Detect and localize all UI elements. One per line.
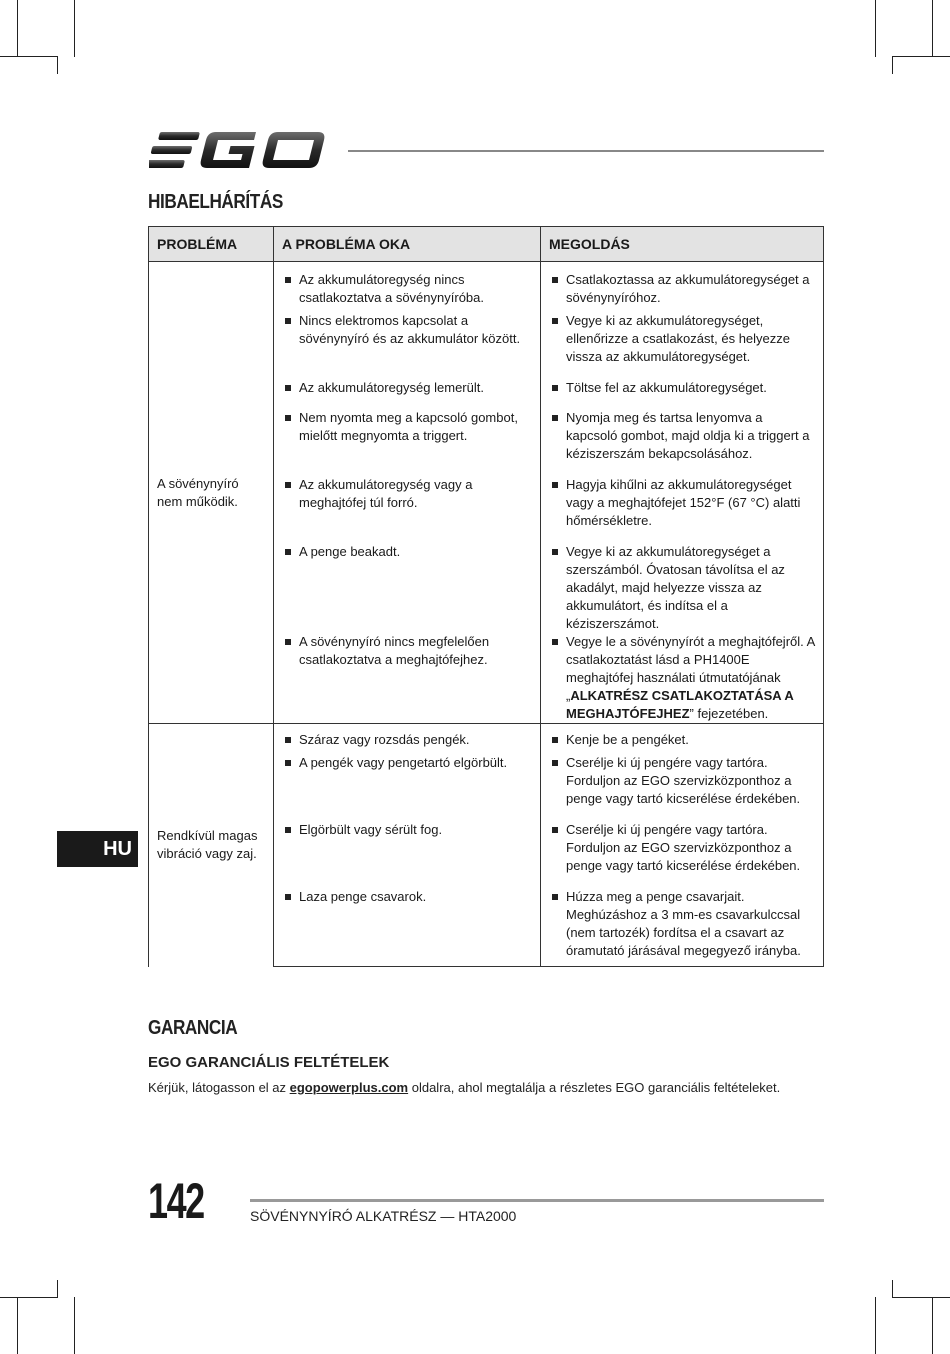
footer-title: SÖVÉNYNYÍRÓ ALKATRÉSZ — HTA2000 — [250, 1208, 517, 1224]
crop-mark — [892, 1297, 950, 1298]
solution-item: Vegye ki az akkumulátoregységet, ellenőrizze a csatlakozást, és helyezze vissza az akkumulátoregységet. — [549, 312, 815, 366]
header-rule — [348, 150, 824, 152]
solution-item: Vegye ki az akkumulátoregységet a szerszámból. Óvatosan távolítsa el az akadályt, majd helyezze vissza az akkumulátort, és indítsa el a kéziszerszámot. — [549, 543, 815, 633]
troubleshooting-table — [148, 226, 824, 967]
solution-item: Cserélje ki új pengére vagy tartóra. Forduljon az EGO szervizközponthoz a penge vagy tartó kicserélése érdekében. — [549, 754, 815, 808]
crop-mark — [74, 0, 75, 57]
solution-item: Hagyja kihűlni az akkumulátoregységet vagy a meghajtófejet 152°F (67 °C) alatti hőmérsékletre. — [549, 476, 815, 530]
cause-item: Az akkumulátoregység lemerült. — [282, 379, 532, 397]
crop-mark — [892, 56, 950, 57]
crop-mark — [57, 56, 58, 74]
solution-item: Húzza meg a penge csavarjait. Meghúzáshoz a 3 mm-es csavarkulccsal (nem tartozék) fordítsa el a csavart az óramutató járásával megegyező irányba. — [549, 888, 815, 960]
problem-cell: Rendkívül magas vibráció vagy zaj. — [149, 724, 274, 967]
table-row — [149, 724, 824, 755]
crop-mark — [0, 56, 58, 57]
crop-mark — [57, 1280, 58, 1298]
warranty-text: Kérjük, látogasson el az egopowerplus.com oldalra, ahol megtalálja a részletes EGO garanciális feltételeket. — [148, 1080, 781, 1095]
cause-item: Laza penge csavarok. — [282, 888, 532, 906]
column-header-solution: MEGOLDÁS — [541, 227, 824, 262]
page-title: HIBAELHÁRÍTÁS — [148, 191, 283, 213]
footer-rule — [250, 1199, 824, 1202]
solution-item: Kenje be a pengéket. — [549, 731, 815, 749]
page-number: 142 — [148, 1173, 204, 1229]
solution-item: Nyomja meg és tartsa lenyomva a kapcsoló gombot, majd oldja ki a triggert a kéziszerszám bekapcsolásához. — [549, 409, 815, 463]
cause-item: Nincs elektromos kapcsolat a sövénynyíró és az akkumulátor között. — [282, 312, 532, 348]
warranty-link[interactable]: egopowerplus.com — [289, 1080, 409, 1095]
crop-mark — [0, 1297, 58, 1298]
crop-mark — [74, 1297, 75, 1354]
column-header-cause: A PROBLÉMA OKA — [274, 227, 541, 262]
crop-mark — [17, 1297, 18, 1354]
cause-item: Az akkumulátoregység vagy a meghajtófej túl forró. — [282, 476, 532, 512]
language-tab: HU — [57, 831, 138, 867]
crop-mark — [892, 1280, 893, 1298]
solution-item: Cserélje ki új pengére vagy tartóra. Forduljon az EGO szervizközponthoz a penge vagy tartó kicserélése érdekében. — [549, 821, 815, 875]
crop-mark — [875, 0, 876, 57]
warranty-subtitle: EGO GARANCIÁLIS FELTÉTELEK — [148, 1054, 390, 1071]
table-row — [149, 262, 824, 313]
solution-item: Vegye le a sövénynyírót a meghajtófejről. A csatlakoztatást lásd a PH1400E meghajtófej használati útmutatójának „ALKATRÉSZ CSATLAKOZTATÁSA A MEGHAJTÓFEJHEZ” fejezetében. — [549, 633, 815, 723]
solution-item: Csatlakoztassa az akkumulátoregységet a sövénynyíróhoz. — [549, 271, 815, 307]
crop-mark — [875, 1297, 876, 1354]
solution-item: Töltse fel az akkumulátoregységet. — [549, 379, 815, 397]
cause-item: A pengék vagy pengetartó elgörbült. — [282, 754, 532, 772]
cause-item: Elgörbült vagy sérült fog. — [282, 821, 532, 839]
warranty-title: GARANCIA — [148, 1017, 238, 1039]
crop-mark — [932, 0, 933, 57]
column-header-problem: PROBLÉMA — [149, 227, 274, 262]
cause-item: Nem nyomta meg a kapcsoló gombot, mielőtt megnyomta a triggert. — [282, 409, 532, 445]
cause-item: A penge beakadt. — [282, 543, 532, 561]
problem-cell: A sövénynyíró nem működik. — [149, 262, 274, 724]
cause-item: A sövénynyíró nincs megfelelően csatlakoztatva a meghajtófejhez. — [282, 633, 532, 669]
crop-mark — [892, 56, 893, 74]
table-header-row — [149, 227, 824, 262]
crop-mark — [17, 0, 18, 57]
cause-item: Az akkumulátoregység nincs csatlakoztatva a sövénynyíróba. — [282, 271, 532, 307]
cause-item: Száraz vagy rozsdás pengék. — [282, 731, 532, 749]
crop-mark — [932, 1297, 933, 1354]
ego-logo — [149, 128, 331, 172]
